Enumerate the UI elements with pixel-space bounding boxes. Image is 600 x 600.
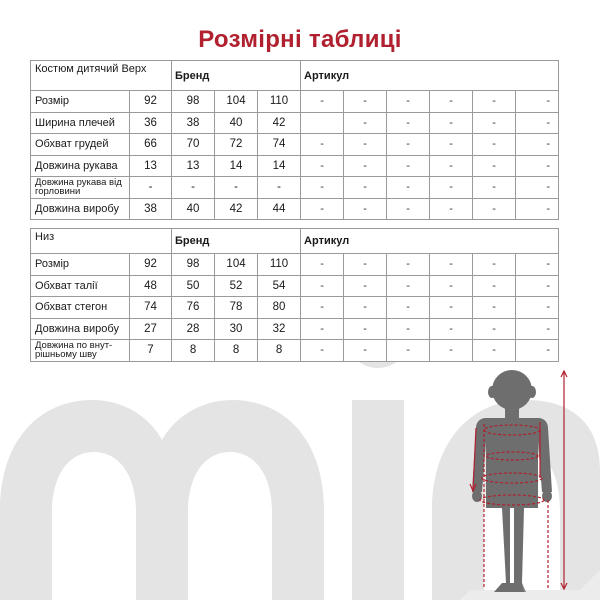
size-value-cell: 32	[258, 318, 301, 340]
size-value-cell: 48	[130, 275, 172, 297]
page-title: Розмірні таблиці	[198, 26, 402, 53]
row-label: Обхват стегон	[31, 297, 130, 319]
size-value-cell: 38	[130, 198, 172, 220]
size-value-cell: -	[130, 177, 172, 199]
article-value-cell: -	[344, 177, 387, 199]
size-value-cell: 40	[215, 112, 258, 134]
size-value-cell: 104	[215, 91, 258, 113]
article-header: Артикул	[301, 229, 559, 254]
article-value-cell: -	[301, 91, 344, 113]
size-value-cell: 27	[130, 318, 172, 340]
article-value-cell: -	[301, 254, 344, 276]
size-value-cell: 104	[215, 254, 258, 276]
size-value-cell: 8	[215, 340, 258, 362]
article-value-cell: -	[344, 275, 387, 297]
size-value-cell: 74	[258, 134, 301, 156]
article-header: Артикул	[301, 61, 559, 91]
row-label: Ширина плечей	[31, 112, 130, 134]
article-value-cell: -	[301, 340, 344, 362]
article-value-cell: -	[516, 177, 559, 199]
article-value-cell: -	[430, 318, 473, 340]
article-value-cell: -	[387, 340, 430, 362]
size-value-cell: 98	[172, 91, 215, 113]
article-value-cell: -	[430, 198, 473, 220]
row-label: Розмір	[31, 254, 130, 276]
table-row	[31, 340, 559, 362]
table-row	[31, 275, 559, 297]
brand-header: Бренд	[172, 229, 301, 254]
article-value-cell: -	[344, 112, 387, 134]
size-value-cell: 14	[215, 155, 258, 177]
size-value-cell: 54	[258, 275, 301, 297]
row-label: Розмір	[31, 91, 130, 113]
article-value-cell: -	[473, 254, 516, 276]
size-value-cell: 30	[215, 318, 258, 340]
article-value-cell: -	[387, 91, 430, 113]
article-value-cell: -	[430, 254, 473, 276]
article-value-cell: -	[430, 340, 473, 362]
size-value-cell: 78	[215, 297, 258, 319]
row-label: Обхват талії	[31, 275, 130, 297]
table-header-row	[31, 61, 559, 91]
article-value-cell: -	[516, 198, 559, 220]
size-value-cell: 13	[130, 155, 172, 177]
article-value-cell: -	[387, 297, 430, 319]
size-value-cell: 42	[258, 112, 301, 134]
size-value-cell: 8	[258, 340, 301, 362]
size-value-cell: 40	[172, 198, 215, 220]
size-value-cell: 50	[172, 275, 215, 297]
article-value-cell: -	[301, 177, 344, 199]
article-value-cell: -	[344, 198, 387, 220]
article-value-cell: -	[516, 91, 559, 113]
top-size-table	[30, 60, 559, 220]
article-value-cell: -	[301, 297, 344, 319]
size-value-cell: 110	[258, 91, 301, 113]
article-value-cell: -	[430, 275, 473, 297]
row-label: Довжина рукава від горловини	[31, 177, 130, 199]
article-value-cell: -	[473, 177, 516, 199]
article-value-cell: -	[516, 112, 559, 134]
article-value-cell: -	[516, 134, 559, 156]
article-value-cell: -	[473, 275, 516, 297]
table-row	[31, 134, 559, 156]
size-value-cell: 74	[130, 297, 172, 319]
article-value-cell: -	[430, 155, 473, 177]
article-value-cell: -	[301, 318, 344, 340]
article-value-cell: -	[430, 91, 473, 113]
article-value-cell: -	[430, 134, 473, 156]
article-value-cell: -	[430, 177, 473, 199]
article-value-cell: -	[516, 254, 559, 276]
table-header-row	[31, 229, 559, 254]
article-value-cell: -	[473, 134, 516, 156]
size-value-cell: 92	[130, 91, 172, 113]
article-value-cell: -	[387, 254, 430, 276]
table-row	[31, 91, 559, 113]
table-row	[31, 297, 559, 319]
size-value-cell: 8	[172, 340, 215, 362]
article-value-cell: -	[516, 297, 559, 319]
article-value-cell: -	[344, 340, 387, 362]
article-value-cell: -	[516, 340, 559, 362]
table-row	[31, 177, 559, 199]
article-value-cell: -	[516, 155, 559, 177]
article-value-cell: -	[344, 155, 387, 177]
bottom-size-table	[30, 228, 559, 362]
table-row	[31, 112, 559, 134]
article-value-cell: -	[344, 134, 387, 156]
article-value-cell: -	[387, 155, 430, 177]
article-value-cell: -	[473, 198, 516, 220]
article-value-cell: -	[301, 198, 344, 220]
article-value-cell: -	[430, 297, 473, 319]
size-value-cell: 70	[172, 134, 215, 156]
article-value-cell	[301, 112, 344, 134]
brand-header: Бренд	[172, 61, 301, 91]
row-label: Довжина рукава	[31, 155, 130, 177]
row-label: Довжина виробу	[31, 198, 130, 220]
article-value-cell: -	[473, 297, 516, 319]
size-value-cell: 92	[130, 254, 172, 276]
size-value-cell: 38	[172, 112, 215, 134]
article-value-cell: -	[516, 318, 559, 340]
article-value-cell: -	[473, 91, 516, 113]
article-value-cell: -	[387, 134, 430, 156]
size-value-cell: 36	[130, 112, 172, 134]
garment-name: Низ	[31, 229, 172, 254]
article-value-cell: -	[430, 112, 473, 134]
article-value-cell: -	[344, 254, 387, 276]
garment-name: Костюм дитячий Верх	[31, 61, 172, 91]
size-value-cell: 72	[215, 134, 258, 156]
article-value-cell: -	[301, 275, 344, 297]
article-value-cell: -	[473, 155, 516, 177]
article-value-cell: -	[301, 155, 344, 177]
article-value-cell: -	[387, 112, 430, 134]
row-label: Довжина по внут-рішньому шву	[31, 340, 130, 362]
article-value-cell: -	[344, 318, 387, 340]
size-value-cell: -	[258, 177, 301, 199]
child-measurement-figure-icon	[440, 358, 600, 600]
size-value-cell: 66	[130, 134, 172, 156]
size-value-cell: 98	[172, 254, 215, 276]
article-value-cell: -	[301, 134, 344, 156]
size-value-cell: 52	[215, 275, 258, 297]
table-row	[31, 155, 559, 177]
article-value-cell: -	[387, 177, 430, 199]
size-value-cell: 110	[258, 254, 301, 276]
size-value-cell: 7	[130, 340, 172, 362]
article-value-cell: -	[387, 198, 430, 220]
article-value-cell: -	[387, 318, 430, 340]
size-value-cell: -	[172, 177, 215, 199]
table-row	[31, 318, 559, 340]
article-value-cell: -	[387, 275, 430, 297]
size-value-cell: 28	[172, 318, 215, 340]
size-value-cell: -	[215, 177, 258, 199]
size-value-cell: 44	[258, 198, 301, 220]
article-value-cell: -	[344, 297, 387, 319]
article-value-cell: -	[344, 91, 387, 113]
size-value-cell: 13	[172, 155, 215, 177]
article-value-cell: -	[473, 340, 516, 362]
article-value-cell: -	[516, 275, 559, 297]
table-row	[31, 254, 559, 276]
row-label: Довжина виробу	[31, 318, 130, 340]
size-value-cell: 76	[172, 297, 215, 319]
row-label: Обхват грудей	[31, 134, 130, 156]
article-value-cell: -	[473, 112, 516, 134]
size-value-cell: 14	[258, 155, 301, 177]
table-row	[31, 198, 559, 220]
size-value-cell: 42	[215, 198, 258, 220]
article-value-cell: -	[473, 318, 516, 340]
size-value-cell: 80	[258, 297, 301, 319]
